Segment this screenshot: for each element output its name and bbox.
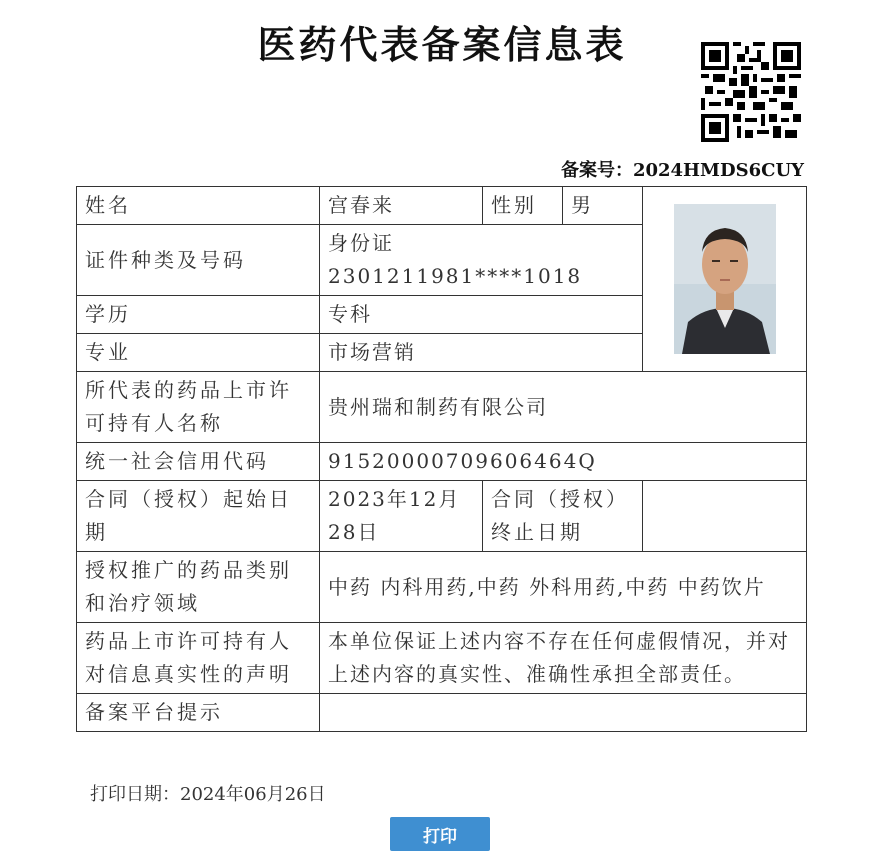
credit-code-value: 91520000709606464Q xyxy=(320,443,807,481)
holder-value: 贵州瑞和制药有限公司 xyxy=(320,372,807,443)
name-value: 宫春来 xyxy=(320,187,483,225)
gender-value: 男 xyxy=(563,187,643,225)
declaration-label: 药品上市许可持有人对信息真实性的声明 xyxy=(77,623,320,694)
applicant-photo xyxy=(674,204,776,354)
education-label: 学历 xyxy=(77,296,320,334)
start-date-value: 2023年12月28日 xyxy=(320,481,483,552)
record-number: 备案号：2024HMDS6CUY xyxy=(560,160,804,181)
category-value: 中药 内科用药,中药 外科用药,中药 中药饮片 xyxy=(320,552,807,623)
major-value: 市场营销 xyxy=(320,334,643,372)
qr-code xyxy=(700,42,802,142)
gender-label: 性别 xyxy=(483,187,563,225)
platform-label: 备案平台提示 xyxy=(77,694,320,732)
id-value: 身份证 2301211981****1018 xyxy=(320,225,643,296)
education-value: 专科 xyxy=(320,296,643,334)
credit-code-label: 统一社会信用代码 xyxy=(77,443,320,481)
end-date-value xyxy=(643,481,807,552)
info-table xyxy=(76,186,807,732)
print-date: 打印日期：2024年06月26日 xyxy=(90,784,326,805)
print-button[interactable]: 打印 xyxy=(390,817,490,851)
photo-cell xyxy=(643,187,807,372)
declaration-value: 本单位保证上述内容不存在任何虚假情况，并对上述内容的真实性、准确性承担全部责任。 xyxy=(320,623,807,694)
holder-label: 所代表的药品上市许可持有人名称 xyxy=(77,372,320,443)
end-date-label: 合同（授权）终止日期 xyxy=(483,481,643,552)
start-date-label: 合同（授权）起始日期 xyxy=(77,481,320,552)
name-label: 姓名 xyxy=(77,187,320,225)
category-label: 授权推广的药品类别和治疗领域 xyxy=(77,552,320,623)
major-label: 专业 xyxy=(77,334,320,372)
id-label: 证件种类及号码 xyxy=(77,225,320,296)
platform-value xyxy=(320,694,807,732)
page-title: 医药代表备案信息表 xyxy=(257,23,627,67)
